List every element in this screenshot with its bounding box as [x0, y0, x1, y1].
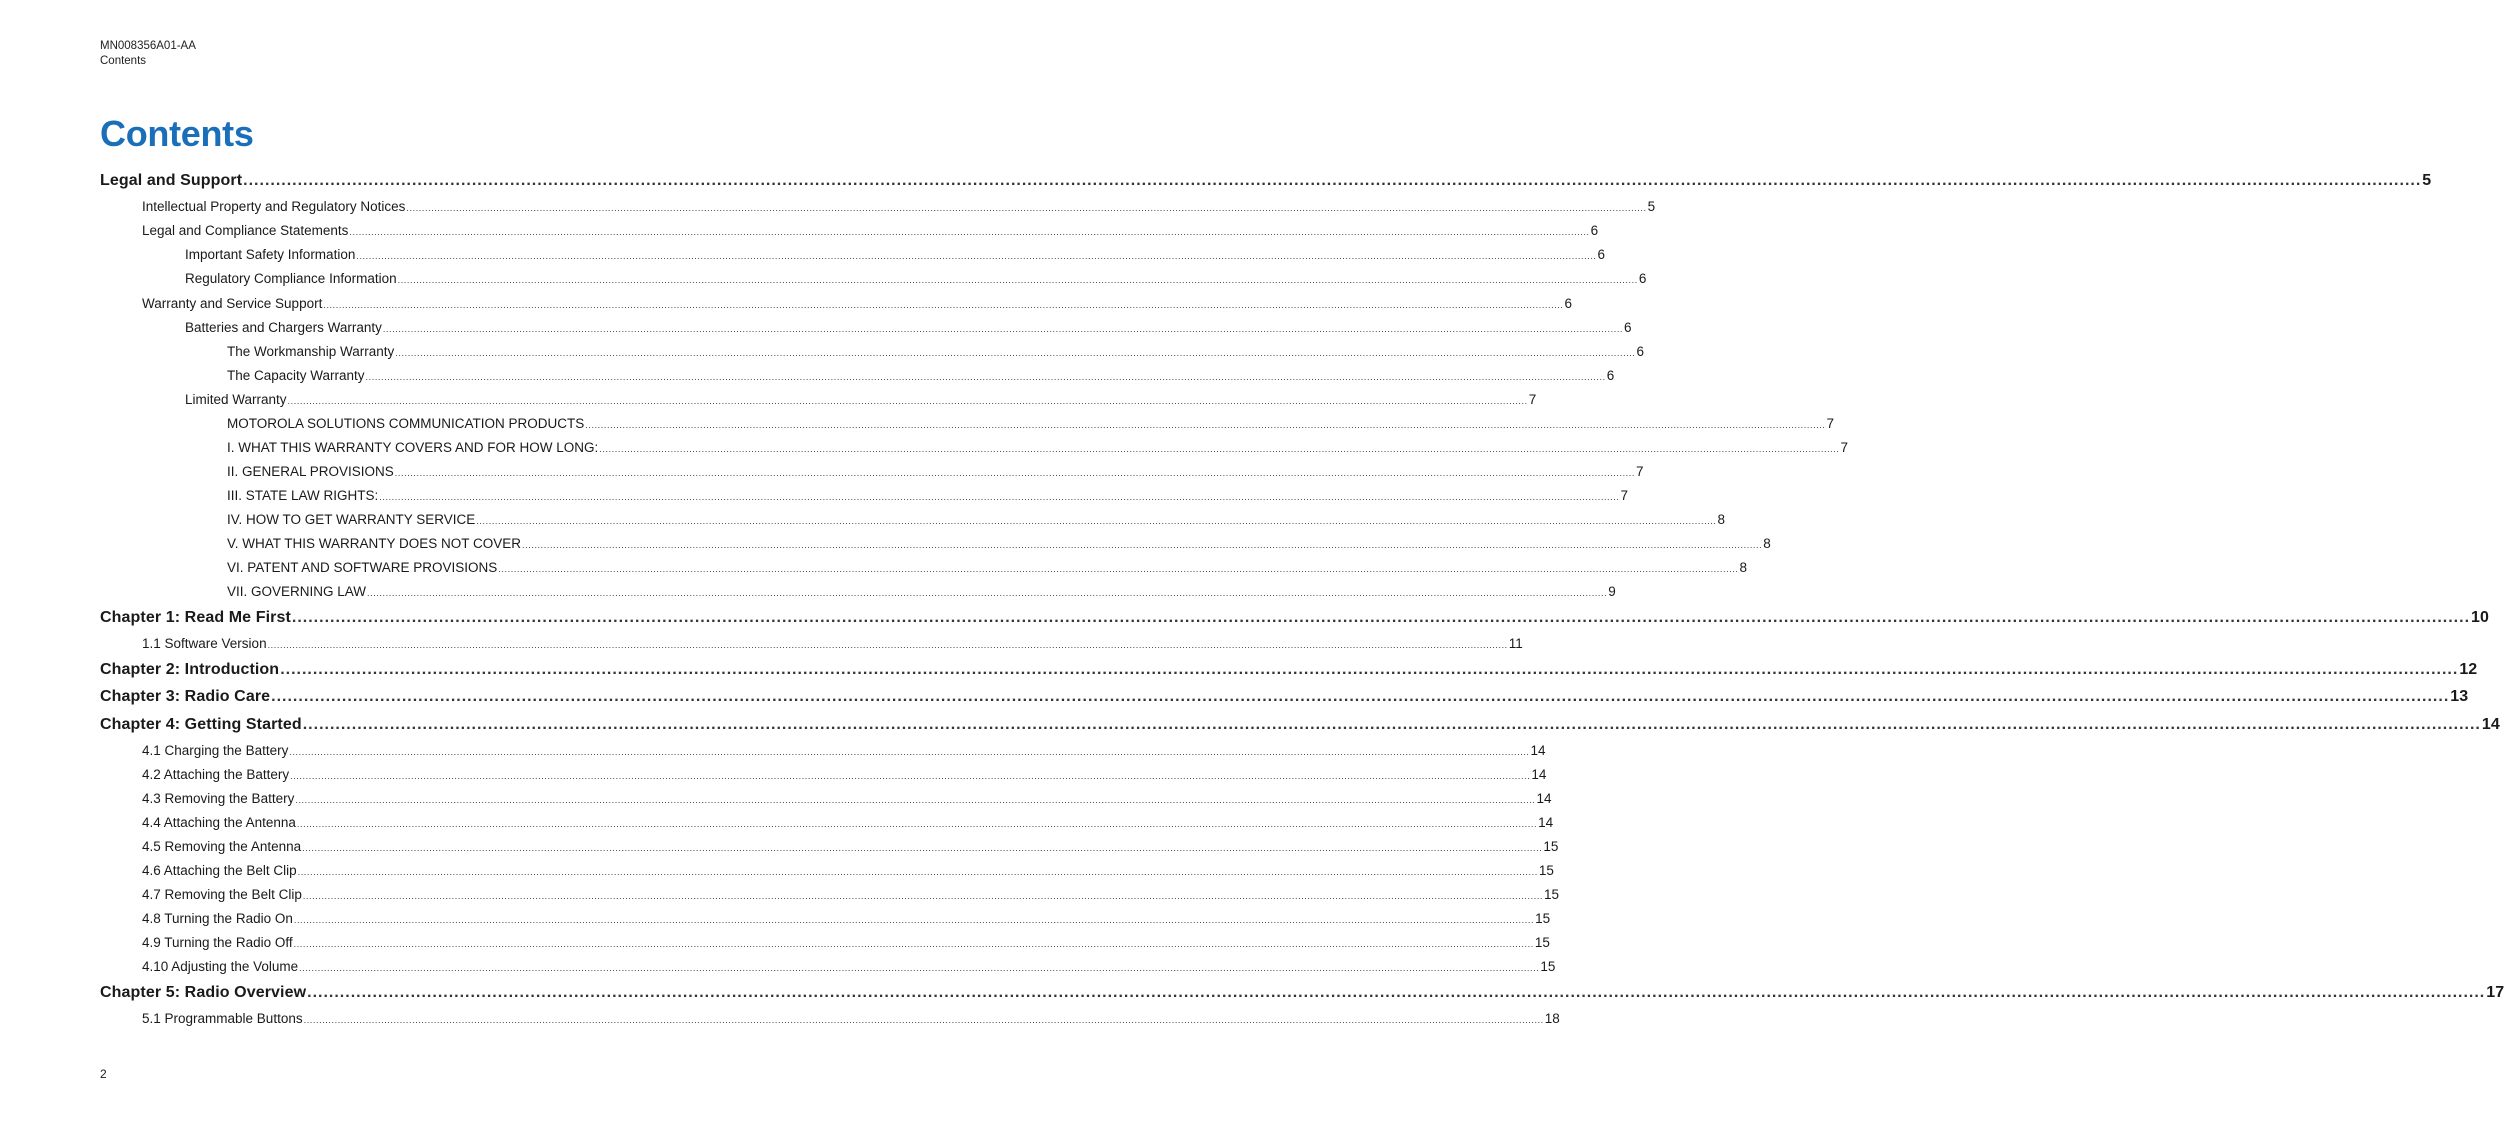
toc-entry-page: 6 [1636, 344, 1645, 359]
toc-chapter-entry[interactable] [100, 661, 2478, 679]
toc-entry-page: 11 [1508, 636, 1523, 651]
toc-entry-page: 8 [1739, 560, 1748, 575]
toc-entry-label: 5.1 Programmable Buttons [142, 1011, 303, 1026]
toc-entry[interactable] [185, 392, 1537, 407]
toc-entry[interactable] [142, 839, 1559, 854]
toc-entry-label: 4.8 Turning the Radio On [142, 911, 293, 926]
toc-entry-page: 6 [1638, 271, 1647, 286]
toc-entry-label: 4.4 Attaching the Antenna [142, 815, 296, 830]
toc-entry-page: 6 [1590, 223, 1599, 238]
toc-entry-label: Chapter 5: Radio Overview [100, 984, 307, 1001]
toc-entry-label: The Capacity Warranty [227, 368, 365, 383]
header-section-name: Contents [100, 55, 147, 67]
toc-entry[interactable] [142, 935, 1550, 950]
toc-entry-page: 14 [1530, 743, 1546, 758]
toc-dot-leader: ................................................................................................................................................................................................................................................................................................................................................................................................................ [289, 747, 1530, 757]
toc-chapter-entry[interactable] [100, 609, 2490, 627]
toc-entry[interactable] [142, 959, 1556, 974]
toc-dot-leader: ................................................................................................................................................................................................................................................................................................................................................................................................................ [397, 275, 1638, 285]
toc-entry[interactable] [142, 911, 1551, 926]
toc-entry-page: 7 [1636, 464, 1644, 479]
toc-dot-leader: ................................................................................................................................................................................................................................................................................................................................................................................................................ [522, 540, 1763, 550]
toc-entry[interactable] [142, 223, 1599, 238]
toc-dot-leader: ................................................................................................................................................................................................................................................................................................................................................................................................................ [406, 203, 1647, 213]
toc-chapter-entry[interactable] [100, 716, 2500, 734]
toc-entry-label: Warranty and Service Support [142, 296, 323, 311]
toc-dot-leader: ................................................................................................................................................................................................................................................................................................................................................................................................................ [291, 609, 2471, 626]
page-header [100, 39, 196, 69]
toc-dot-leader: ................................................................................................................................................................................................................................................................................................................................................................................................................ [295, 795, 1536, 805]
toc-entry[interactable] [227, 560, 1748, 575]
toc-entry[interactable] [142, 863, 1554, 878]
toc-entry-page: 9 [1608, 584, 1616, 599]
toc-entry[interactable] [185, 271, 1647, 286]
toc-entry[interactable] [227, 416, 1834, 431]
toc-dot-leader: ................................................................................................................................................................................................................................................................................................................................................................................................................ [296, 819, 1538, 829]
toc-entry-page: 6 [1597, 247, 1606, 262]
toc-dot-leader: ................................................................................................................................................................................................................................................................................................................................................................................................................ [267, 640, 1508, 650]
toc-entry[interactable] [142, 815, 1554, 830]
toc-dot-leader: ................................................................................................................................................................................................................................................................................................................................................................................................................ [394, 468, 1635, 478]
toc-entry[interactable] [142, 791, 1552, 806]
toc-entry-label: Regulatory Compliance Information [185, 271, 397, 286]
toc-entry-label: Important Safety Information [185, 247, 356, 262]
toc-entry-page: 17 [2486, 984, 2504, 1001]
toc-dot-leader: ................................................................................................................................................................................................................................................................................................................................................................................................................ [243, 172, 2422, 189]
toc-entry[interactable] [142, 887, 1560, 902]
toc-dot-leader: ................................................................................................................................................................................................................................................................................................................................................................................................................ [302, 716, 2481, 733]
toc-entry[interactable] [142, 767, 1547, 782]
toc-entry-page: 8 [1763, 536, 1771, 551]
toc-entry-label: 4.3 Removing the Battery [142, 791, 295, 806]
toc-dot-leader: ................................................................................................................................................................................................................................................................................................................................................................................................................ [302, 843, 1543, 853]
toc-entry[interactable] [227, 512, 1726, 527]
toc-chapter-entry[interactable] [100, 172, 2432, 190]
toc-entry[interactable] [185, 320, 1632, 335]
toc-dot-leader: ................................................................................................................................................................................................................................................................................................................................................................................................................ [599, 444, 1840, 454]
toc-entry-label: MOTOROLA SOLUTIONS COMMUNICATION PRODUCTS [227, 416, 585, 431]
toc-entry-label: 4.9 Turning the Radio Off [142, 935, 293, 950]
toc-entry-page: 7 [1826, 416, 1834, 431]
toc-dot-leader: ................................................................................................................................................................................................................................................................................................................................................................................................................ [356, 251, 1597, 261]
toc-entry-label: The Workmanship Warranty [227, 344, 395, 359]
toc-dot-leader: ................................................................................................................................................................................................................................................................................................................................................................................................................ [299, 963, 1540, 973]
toc-entry-page: 7 [1620, 488, 1628, 503]
toc-entry-label: 4.1 Charging the Battery [142, 743, 289, 758]
toc-entry-label: V. WHAT THIS WARRANTY DOES NOT COVER [227, 536, 522, 551]
toc-entry-page: 12 [2459, 661, 2478, 678]
toc-entry-page: 7 [1528, 392, 1537, 407]
toc-entry[interactable] [142, 199, 1656, 214]
toc-dot-leader: ................................................................................................................................................................................................................................................................................................................................................................................................................ [349, 227, 1590, 237]
toc-dot-leader: ................................................................................................................................................................................................................................................................................................................................................................................................................ [280, 661, 2459, 678]
toc-entry-label: I. WHAT THIS WARRANTY COVERS AND FOR HOW LONG: [227, 440, 599, 455]
toc-entry-label: II. GENERAL PROVISIONS [227, 464, 394, 479]
toc-dot-leader: ................................................................................................................................................................................................................................................................................................................................................................................................................ [476, 516, 1717, 526]
toc-entry-label: Batteries and Chargers Warranty [185, 320, 382, 335]
page-title: Contents [100, 113, 254, 154]
toc-entry-page: 15 [1543, 839, 1559, 854]
page-number: 2 [100, 1067, 107, 1081]
toc-entry-label: 4.7 Removing the Belt Clip [142, 887, 302, 902]
toc-dot-leader: ................................................................................................................................................................................................................................................................................................................................................................................................................ [303, 1015, 1544, 1025]
toc-dot-leader: ................................................................................................................................................................................................................................................................................................................................................................................................................ [287, 396, 1528, 406]
toc-entry-page: 14 [1531, 767, 1547, 782]
toc-dot-leader: ................................................................................................................................................................................................................................................................................................................................................................................................................ [395, 348, 1636, 358]
toc-entry-label: Chapter 3: Radio Care [100, 688, 271, 705]
toc-entry[interactable] [227, 488, 1628, 503]
toc-entry[interactable] [142, 636, 1523, 651]
toc-entry-label: IV. HOW TO GET WARRANTY SERVICE [227, 512, 476, 527]
document-number: MN008356A01-AA [100, 40, 196, 52]
toc-dot-leader: ................................................................................................................................................................................................................................................................................................................................................................................................................ [365, 372, 1606, 382]
toc-dot-leader: ................................................................................................................................................................................................................................................................................................................................................................................................................ [379, 492, 1620, 502]
toc-dot-leader: ................................................................................................................................................................................................................................................................................................................................................................................................................ [293, 915, 1535, 925]
toc-entry-page: 8 [1717, 512, 1726, 527]
toc-entry-page: 13 [2450, 688, 2469, 705]
toc-entry-label: VI. PATENT AND SOFTWARE PROVISIONS [227, 560, 498, 575]
toc-entry-label: Chapter 4: Getting Started [100, 716, 302, 733]
toc-dot-leader: ................................................................................................................................................................................................................................................................................................................................................................................................................ [367, 588, 1608, 598]
toc-entry-label: Chapter 1: Read Me First [100, 609, 291, 626]
toc-dot-leader: ................................................................................................................................................................................................................................................................................................................................................................................................................ [297, 867, 1538, 877]
toc-entry-page: 14 [1538, 815, 1554, 830]
toc-entry-page: 5 [2422, 172, 2432, 189]
toc-entry[interactable] [227, 368, 1615, 383]
toc-entry-label: 4.5 Removing the Antenna [142, 839, 302, 854]
toc-dot-leader: ................................................................................................................................................................................................................................................................................................................................................................................................................ [293, 939, 1534, 949]
toc-entry-label: Intellectual Property and Regulatory Notices [142, 199, 406, 214]
toc-entry[interactable] [227, 344, 1645, 359]
toc-dot-leader: ................................................................................................................................................................................................................................................................................................................................................................................................................ [290, 771, 1531, 781]
toc-entry-label: VII. GOVERNING LAW [227, 584, 367, 599]
toc-entry-page: 15 [1538, 863, 1554, 878]
toc-entry-page: 7 [1840, 440, 1849, 455]
toc-chapter-entry[interactable] [100, 984, 2504, 1002]
toc-entry-page: 18 [1544, 1011, 1560, 1026]
toc-entry[interactable] [142, 743, 1546, 758]
toc-dot-leader: ................................................................................................................................................................................................................................................................................................................................................................................................................ [585, 420, 1826, 430]
toc-entry-page: 10 [2471, 609, 2490, 626]
toc-entry-page: 14 [1536, 791, 1552, 806]
toc-entry[interactable] [142, 1011, 1560, 1026]
toc-entry-label: Chapter 2: Introduction [100, 661, 280, 678]
toc-entry-label: Limited Warranty [185, 392, 287, 407]
toc-dot-leader: ................................................................................................................................................................................................................................................................................................................................................................................................................ [307, 984, 2486, 1001]
toc-entry-label: Legal and Compliance Statements [142, 223, 349, 238]
toc-entry-page: 15 [1534, 935, 1550, 950]
toc-entry-label: Legal and Support [100, 172, 243, 189]
toc-entry-page: 15 [1535, 911, 1551, 926]
toc-chapter-entry[interactable] [100, 688, 2469, 706]
toc-entry-page: 5 [1647, 199, 1656, 214]
toc-dot-leader: ................................................................................................................................................................................................................................................................................................................................................................................................................ [302, 891, 1544, 901]
toc-entry-page: 15 [1540, 959, 1556, 974]
toc-dot-leader: ................................................................................................................................................................................................................................................................................................................................................................................................................ [271, 688, 2450, 705]
toc-dot-leader: ................................................................................................................................................................................................................................................................................................................................................................................................................ [382, 324, 1624, 334]
toc-entry[interactable] [185, 247, 1606, 262]
toc-entry[interactable] [227, 440, 1849, 455]
toc-dot-leader: ................................................................................................................................................................................................................................................................................................................................................................................................................ [498, 564, 1739, 574]
toc-entry-page: 14 [2481, 716, 2500, 733]
toc-entry[interactable] [142, 296, 1573, 311]
toc-entry-label: 1.1 Software Version [142, 636, 267, 651]
toc-entry-page: 6 [1564, 296, 1573, 311]
toc-entry[interactable] [227, 464, 1644, 479]
toc-entry[interactable] [227, 584, 1616, 599]
toc-dot-leader: ................................................................................................................................................................................................................................................................................................................................................................................................................ [323, 300, 1564, 310]
toc-entry-label: 4.10 Adjusting the Volume [142, 959, 299, 974]
toc-entry[interactable] [227, 536, 1771, 551]
toc-entry-page: 15 [1544, 887, 1560, 902]
toc-entry-page: 6 [1606, 368, 1615, 383]
toc-entry-label: 4.6 Attaching the Belt Clip [142, 863, 297, 878]
toc-entry-label: III. STATE LAW RIGHTS: [227, 488, 379, 503]
toc-entry-label: 4.2 Attaching the Battery [142, 767, 290, 782]
toc-entry-page: 6 [1624, 320, 1632, 335]
